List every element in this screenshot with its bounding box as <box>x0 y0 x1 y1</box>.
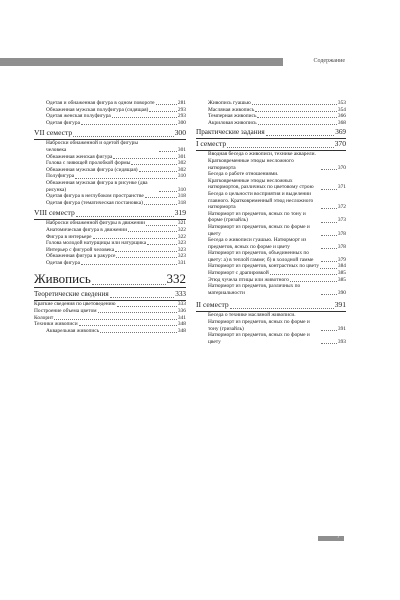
section-title: Содержание <box>283 55 345 67</box>
toc-entry-page: 390 <box>337 289 346 296</box>
toc-entry[interactable] <box>34 128 186 138</box>
dot-leader <box>100 332 177 333</box>
toc-entry-page: 366 <box>337 113 346 120</box>
toc-entry[interactable] <box>34 120 186 127</box>
dot-leader <box>321 248 337 249</box>
toc-entry[interactable] <box>196 191 346 211</box>
toc-entry-page: 332 <box>166 271 186 287</box>
dot-leader <box>54 319 177 320</box>
divider <box>34 287 186 288</box>
toc-entry[interactable] <box>196 237 346 250</box>
toc-entry-title: Колорит <box>34 314 54 321</box>
toc-entry-title: Одетая фигура <box>46 259 80 266</box>
toc-entry-title: Натюрморт из предметов, различных по материальности <box>208 283 301 296</box>
toc-entry-title: Акварельная живопись <box>46 327 100 334</box>
toc-entry-page: 372 <box>337 204 346 211</box>
toc-entry-title: Беседа о технике масляной живописи. Натюрморт из предметов, ясных по форме и тону (гризайль) <box>208 312 310 332</box>
page-number: 7 <box>337 534 340 540</box>
toc-entry-page: 321 <box>177 220 186 227</box>
dot-leader <box>321 261 337 262</box>
toc-entry-page: 310 <box>177 186 186 193</box>
toc-entry[interactable] <box>34 328 186 335</box>
toc-entry-page: 300 <box>177 119 186 126</box>
toc-entry[interactable] <box>196 120 346 127</box>
dot-leader <box>110 297 175 298</box>
toc-entry-title: Одетая фигура в неглубоком пространстве <box>46 193 144 200</box>
dot-leader <box>81 124 177 125</box>
toc-entry-page: 333 <box>175 290 186 299</box>
toc-entry-title: Краткие сведения по цветоведению <box>34 301 116 308</box>
toc-entry-page: 323 <box>177 246 186 253</box>
toc-entry-page: 323 <box>177 253 186 260</box>
toc-entry[interactable] <box>34 200 186 207</box>
toc-entry-title: Натюрморт из предметов, ясных по форме и цвету <box>208 223 310 237</box>
dot-leader <box>93 238 177 239</box>
toc-entry-title: Обнаженная мужская фигура (сидящая) <box>46 166 138 173</box>
toc-entry-title: Беседа о работе отношениями. Кратковременные этюды несложных натюрмортов, различных по цветовому строю <box>208 171 314 191</box>
toc-entry-page: 322 <box>177 233 186 240</box>
toc-entry[interactable] <box>196 113 346 120</box>
toc-entry-title: Наброски обнаженной фигуры в движении <box>46 220 145 227</box>
toc-entry-page: 370 <box>337 164 346 171</box>
dot-leader <box>149 111 177 112</box>
toc-entry-page: 331 <box>177 259 186 266</box>
toc-entry-title: Одетая фигура (тематическая постановка) <box>46 199 143 206</box>
dot-leader <box>75 178 177 179</box>
toc-entry-page: 368 <box>337 119 346 126</box>
toc-entry-title: Живопись гуашью <box>208 100 251 106</box>
toc-entry-title: Живопись <box>34 271 91 287</box>
toc-entry[interactable] <box>34 140 186 153</box>
toc-entry[interactable] <box>34 180 186 193</box>
toc-entry-title: Акриловая живопись <box>208 119 257 126</box>
toc-entry-page: 318 <box>177 199 186 206</box>
toc-entry-page: 302 <box>177 160 186 167</box>
toc-entry[interactable] <box>196 300 346 310</box>
toc-entry-page: 391 <box>337 325 346 332</box>
toc-entry-title: Техники живописи <box>34 321 78 328</box>
toc-entry-page: 281 <box>177 100 186 106</box>
toc-entry-title: Фигура в интерьере <box>46 233 92 240</box>
toc-entry-title: Теоретические сведения <box>34 290 109 299</box>
toc-entry[interactable] <box>196 107 346 114</box>
dot-leader <box>115 251 177 252</box>
toc-entry-page: 385 <box>337 270 346 277</box>
toc-entry-title: Этюд чучела птицы или животного <box>208 276 289 283</box>
toc-entry[interactable] <box>34 321 186 328</box>
toc-entry[interactable] <box>34 173 186 180</box>
toc-entry-title: Беседа о живописи гуашью. Натюрморт из предметов, ясных по форме и цвету <box>208 237 307 250</box>
dot-leader <box>255 111 337 112</box>
toc-entry-title: Обнаженная женская фигура <box>46 153 113 160</box>
toc-entry-page: 391 <box>334 300 346 310</box>
dot-leader <box>117 306 177 307</box>
dot-leader <box>290 281 337 282</box>
toc-entry-page: 354 <box>337 106 346 113</box>
toc-entry-page: 348 <box>177 321 186 328</box>
toc-entry-title: Обнаженная мужская полуфигура (сидящая) <box>46 106 149 113</box>
toc-entry-title: Натюрморт из предметов, ясных по форме и цвету <box>208 332 310 345</box>
dot-leader <box>227 147 333 148</box>
toc-entry-page: 302 <box>177 166 186 173</box>
toc-entry-title: Голова молодой натурщицы или натурщика <box>46 240 147 247</box>
toc-entry-page: 373 <box>337 217 346 224</box>
toc-entry-page: 378 <box>337 230 346 237</box>
dot-leader <box>321 330 337 331</box>
toc-entry[interactable] <box>34 253 186 260</box>
dot-leader <box>252 104 337 105</box>
dot-leader <box>321 222 337 223</box>
toc-entry-page: 378 <box>337 243 346 250</box>
toc-entry-title: Темперная живопись <box>208 113 257 120</box>
toc-column-left <box>34 100 186 334</box>
dot-leader <box>321 235 337 236</box>
toc-entry[interactable] <box>34 260 186 267</box>
toc-entry-title: Практические задания <box>196 128 265 137</box>
dot-leader <box>146 225 177 226</box>
toc-entry[interactable] <box>34 308 186 315</box>
toc-entry[interactable] <box>34 271 186 286</box>
dot-leader <box>266 135 334 136</box>
toc-entry-page: 301 <box>177 153 186 160</box>
dot-leader <box>320 268 337 269</box>
toc-entry-title: Построение объема цветом <box>34 308 97 315</box>
dot-leader <box>76 216 174 217</box>
toc-entry[interactable] <box>196 270 346 277</box>
dot-leader <box>73 136 173 137</box>
toc-entry-title: Вводная беседа о живописи, технике акварели. Кратковременные этюды несложного натюрморта <box>208 151 316 171</box>
toc-entry-title: Натюрморт из предметов, контрастных по цвету <box>208 263 320 270</box>
toc-entry-page: 385 <box>337 276 346 283</box>
toc-entry-page: 319 <box>174 208 186 218</box>
toc-entry[interactable] <box>196 332 346 345</box>
toc-entry-title: Одетая фигура <box>46 119 80 126</box>
toc-entry-page: 318 <box>177 193 186 200</box>
toc-entry[interactable] <box>196 211 346 224</box>
toc-entry-title: I семестр <box>196 139 227 149</box>
toc-entry-page: 341 <box>177 314 186 321</box>
toc-entry-title: Натюрморт с драпировкой <box>208 270 269 277</box>
toc-entry[interactable] <box>34 240 186 247</box>
dot-leader <box>92 284 166 285</box>
dot-leader <box>98 312 177 313</box>
toc-entry-title: Масляная живопись <box>208 106 255 113</box>
toc-entry[interactable] <box>34 290 186 299</box>
toc-entry[interactable] <box>196 171 346 191</box>
toc-entry[interactable] <box>196 312 346 332</box>
dot-leader <box>159 151 177 152</box>
dot-leader <box>131 164 177 165</box>
toc-entry[interactable] <box>196 128 346 137</box>
dot-leader <box>116 257 176 258</box>
dot-leader <box>128 231 177 232</box>
toc-entry-title: Голова с зияющей пролобкой формы <box>46 160 131 167</box>
dot-leader <box>258 124 337 125</box>
toc-entry-page: 336 <box>177 308 186 315</box>
toc-entry-page: 293 <box>177 106 186 113</box>
toc-entry-title: Одетая и обнаженная фигура в одном повороте <box>46 100 155 106</box>
toc-entry[interactable] <box>34 220 186 227</box>
dot-leader <box>147 244 177 245</box>
dot-leader <box>79 325 177 326</box>
toc-entry[interactable] <box>196 139 346 149</box>
toc-entry[interactable] <box>196 100 346 107</box>
toc-entry-page: 370 <box>334 139 346 149</box>
dot-leader <box>156 104 177 105</box>
dot-leader <box>113 158 177 159</box>
dot-leader <box>112 117 177 118</box>
toc-entry-title: Натюрморт из предметов, ясных по тону и форме (гризайль) <box>208 210 306 224</box>
dot-leader <box>321 294 337 295</box>
toc-entry[interactable] <box>34 113 186 120</box>
toc-entry[interactable] <box>196 277 346 284</box>
toc-entry-title: VIII семестр <box>34 208 75 218</box>
toc-entry-page: 293 <box>177 113 186 120</box>
toc-entry-page: 369 <box>335 128 346 137</box>
toc-entry-title: Обнаженная фигура в ракурсе <box>46 253 116 260</box>
toc-entry-page: 333 <box>177 301 186 308</box>
dot-leader <box>321 189 337 190</box>
toc-entry-title: Одетая женская полуфигура <box>46 113 111 120</box>
toc-entry-title: Полуфигура <box>46 173 75 180</box>
dot-leader <box>257 117 337 118</box>
toc-entry-title: Обнаженная мужская фигура в рисунке (два рисунка) <box>46 179 148 193</box>
toc-entry-page: 310 <box>177 173 186 180</box>
dot-leader <box>144 204 177 205</box>
footer-bar <box>318 536 344 541</box>
toc-entry-title: Наброски обнаженной и одетой фигуры человека <box>46 140 138 153</box>
toc-entry-title: Анатомическая фигура в движении <box>46 226 128 233</box>
dot-leader <box>139 171 177 172</box>
toc-entry[interactable] <box>196 151 346 171</box>
toc-entry-page: 393 <box>337 338 346 345</box>
toc-entry-page: 322 <box>177 226 186 233</box>
toc-entry-page: 348 <box>177 327 186 334</box>
toc-entry[interactable] <box>196 250 346 263</box>
toc-entry-title: II семестр <box>196 300 229 310</box>
toc-entry-page: 379 <box>337 256 346 263</box>
toc-entry-page: 384 <box>337 263 346 270</box>
dot-leader <box>81 264 177 265</box>
toc-entry-page: 353 <box>337 100 346 106</box>
dot-leader <box>270 274 337 275</box>
dot-leader <box>159 191 177 192</box>
toc-entry[interactable] <box>34 208 186 218</box>
toc-entry-title: VII семестр <box>34 128 73 138</box>
toc-entry[interactable] <box>196 224 346 237</box>
toc-entry[interactable] <box>34 100 186 107</box>
dot-leader <box>321 208 337 209</box>
dot-leader <box>321 343 337 344</box>
dot-leader <box>230 308 334 309</box>
toc-entry[interactable] <box>34 193 186 200</box>
toc-entry-title: Интерьер с фигурой человека <box>46 246 115 253</box>
toc-entry[interactable] <box>34 315 186 322</box>
toc-entry-page: 323 <box>177 240 186 247</box>
toc-entry-page: 300 <box>174 128 186 138</box>
dot-leader <box>145 197 177 198</box>
dot-leader <box>321 169 337 170</box>
toc-entry-title: Натюрморт из предметов, объединенных по цвету: а) в теплой гамме; б) в холодной гамме <box>208 250 314 263</box>
toc-column-right <box>196 100 346 345</box>
toc-entry-title: Беседа о цельности восприятия и выделении главного. Кратковременный этюд несложного натюрморта <box>208 190 314 211</box>
toc-entry[interactable] <box>34 160 186 167</box>
toc-entry[interactable] <box>196 283 346 296</box>
toc-entry-page: 301 <box>177 146 186 153</box>
toc-entry-page: 371 <box>337 184 346 191</box>
toc-entry[interactable] <box>34 227 186 234</box>
